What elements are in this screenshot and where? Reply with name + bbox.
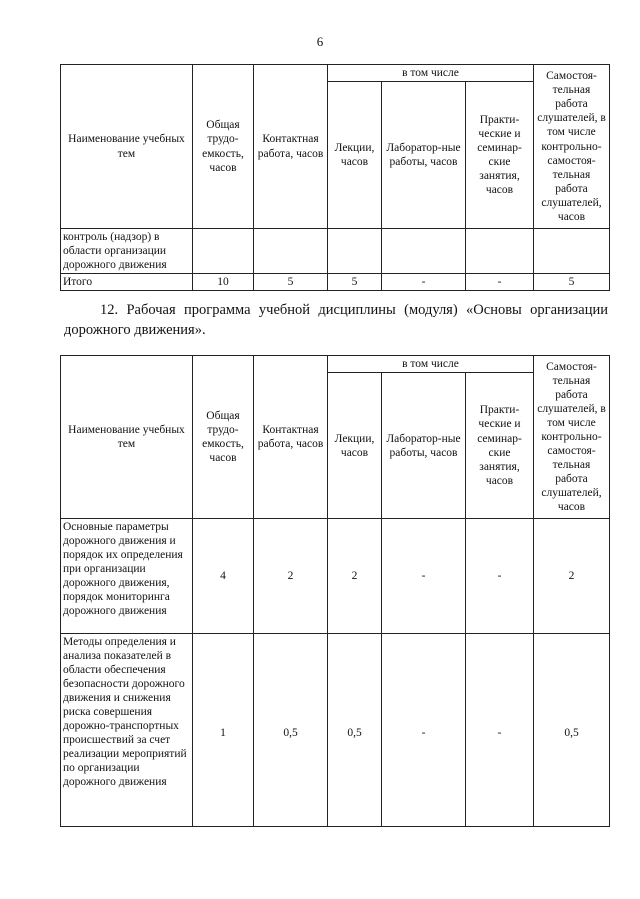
lecture-hours: 5 bbox=[328, 274, 382, 291]
lab-hours bbox=[382, 229, 466, 274]
header-labs: Лаборатор-ные работы, часов bbox=[382, 82, 466, 229]
practice-hours: - bbox=[466, 634, 534, 827]
practice-hours: - bbox=[466, 519, 534, 634]
lecture-hours bbox=[328, 229, 382, 274]
table-row bbox=[61, 229, 610, 274]
course-topics-table-continued bbox=[60, 64, 610, 291]
contact-hours: 0,5 bbox=[254, 634, 328, 827]
header-practice: Практи-ческие и семинар-ские занятия, часов bbox=[466, 82, 534, 229]
self-study-hours: 5 bbox=[534, 274, 610, 291]
self-study-hours: 2 bbox=[534, 519, 610, 634]
header-lectures: Лекции, часов bbox=[328, 82, 382, 229]
contact-hours: 2 bbox=[254, 519, 328, 634]
table-row bbox=[61, 519, 610, 634]
lab-hours: - bbox=[382, 519, 466, 634]
total-hours bbox=[193, 229, 254, 274]
header-including: в том числе bbox=[328, 356, 534, 373]
self-study-hours bbox=[534, 229, 610, 274]
section-heading-paragraph: 12. Рабочая программа учебной дисциплины (модуля) «Основы организации дорожного движения». bbox=[64, 302, 608, 338]
header-contact-hours: Контактная работа, часов bbox=[254, 65, 328, 229]
total-hours: 4 bbox=[193, 519, 254, 634]
header-topic-name: Наименование учебных тем bbox=[61, 356, 193, 519]
topic-name: Методы определения и анализа показателей в области обеспечения безопасности дорожного движения и снижения риска совершения дорожно-транспортных происшествий за счет реализации мероприятий по организации дорожного движения bbox=[61, 634, 193, 827]
lecture-hours: 0,5 bbox=[328, 634, 382, 827]
total-row bbox=[61, 274, 610, 291]
total-hours: 10 bbox=[193, 274, 254, 291]
header-total-hours: Общая трудо-емкость, часов bbox=[193, 356, 254, 519]
header-contact-hours: Контактная работа, часов bbox=[254, 356, 328, 519]
header-total-hours: Общая трудо-емкость, часов bbox=[193, 65, 254, 229]
header-lectures: Лекции, часов bbox=[328, 373, 382, 519]
header-topic-name: Наименование учебных тем bbox=[61, 65, 193, 229]
header-self-study: Самостоя-тельная работа слушателей, в том числе контрольно-самостоя-тельная работа слушателей, часов bbox=[534, 65, 610, 229]
course-topics-table bbox=[60, 355, 610, 827]
topic-name: Основные параметры дорожного движения и порядок их определения при организации дорожного движения, порядок мониторинга дорожного движения bbox=[61, 519, 193, 634]
practice-hours: - bbox=[466, 274, 534, 291]
total-label: Итого bbox=[61, 274, 193, 291]
contact-hours: 5 bbox=[254, 274, 328, 291]
header-labs: Лаборатор-ные работы, часов bbox=[382, 373, 466, 519]
lab-hours: - bbox=[382, 274, 466, 291]
total-hours: 1 bbox=[193, 634, 254, 827]
contact-hours bbox=[254, 229, 328, 274]
self-study-hours: 0,5 bbox=[534, 634, 610, 827]
page-number: 6 bbox=[316, 34, 324, 49]
table-row bbox=[61, 634, 610, 827]
lab-hours: - bbox=[382, 634, 466, 827]
header-including: в том числе bbox=[328, 65, 534, 82]
lecture-hours: 2 bbox=[328, 519, 382, 634]
topic-name: контроль (надзор) в области организации дорожного движения bbox=[61, 229, 193, 274]
header-self-study: Самостоя-тельная работа слушателей, в том числе контрольно-самостоя-тельная работа слушателей, часов bbox=[534, 356, 610, 519]
header-practice: Практи-ческие и семинар-ские занятия, часов bbox=[466, 373, 534, 519]
practice-hours bbox=[466, 229, 534, 274]
